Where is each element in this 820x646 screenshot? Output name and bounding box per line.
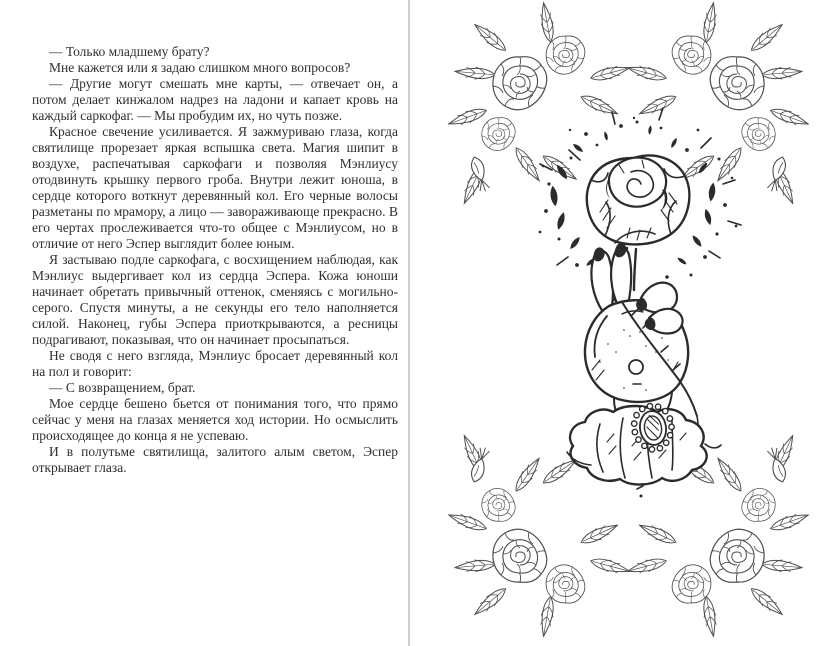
paragraph: Мне кажется или я задаю слишком много вопросов? [49,60,351,75]
paragraph: Мое сердце бешено бьется от понимания того, что прямо сейчас у меня на глазах меняется ход истории. Но осмыслить происходящее до конца я не успеваю. [32,396,398,443]
rose-bloom [587,155,690,244]
paragraph: Не сводя с него взгляда, Мэнлиус бросает деревянный кол на пол и говорит: [32,348,398,379]
illustration-page-svg [410,0,820,646]
paragraph: — Другие могут смешать мне карты, — отвечает он, а потом делает кинжалом надрез на ладони и капает кровь на каждый саркофаг. — Мы пробудим их, но чуть позже. [32,76,398,123]
hand-mole-circle [629,360,643,374]
right-page [410,0,820,646]
left-page [0,0,408,646]
text-column [32,44,398,476]
paragraph: Красное свечение усиливается. Я зажмуриваю глаза, когда святилище прорезает яркая вспышка света. Магия шипит в воздухе, распечатывая саркофаги и позволяя Мэнлиусу отодвинуть крышку первого гроба. Внутри лежит юноша, в сердце которого воткнут деревянный кол. Его черные волосы разметаны по мрамору, а лицо — завораживающе прекрасно. В его чертах прослеживается что-то общее с Мэнлиусом, но в отличие от него Эспер выглядит более юным. [32,124,398,251]
paragraph: Я застываю подле саркофага, с восхищением наблюдая, как Мэнлиус выдергивает кол из сердца Эспера. Кожа юноши начинает обретать привычный оттенок, сменяясь с могильно-серого. Спустя минуты, а не секунды его тело наполняется силой. Наконец, губы Эспера приоткрываются, а ресницы подрагивают, показывая, что он начинает просыпаться. [32,252,398,347]
paragraph: — Только младшему брату? [49,44,210,59]
paragraph: — С возвращением, брат. [49,380,196,395]
hand-rose-illustration [539,108,741,498]
paragraph: И в полутьме святилища, залитого алым светом, Эспер открывает глаза. [32,444,398,475]
